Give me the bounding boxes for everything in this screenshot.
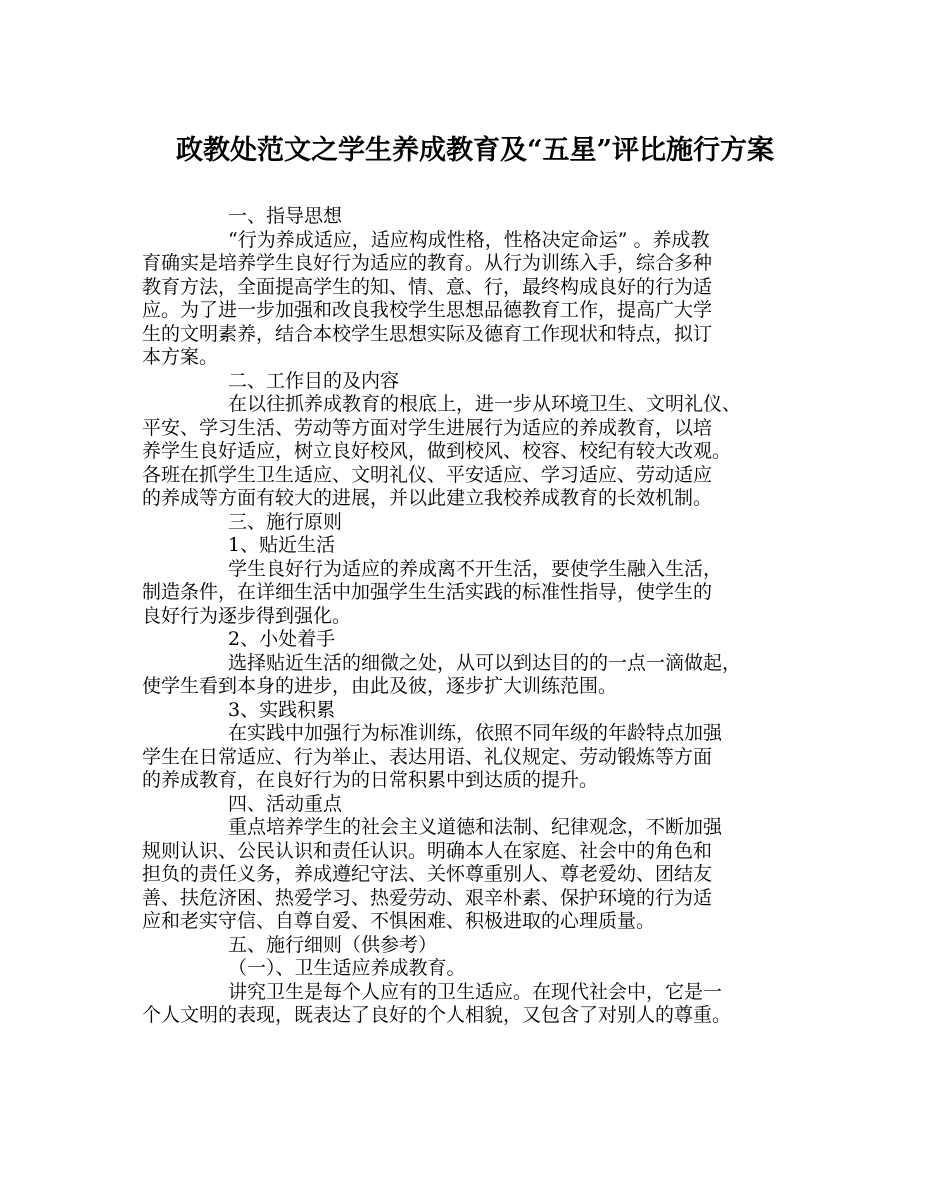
text-line: 担负的责任义务，养成遵纪守法、关怀尊重别人、尊老爱幼、团结友 bbox=[142, 863, 713, 885]
text-line: 重点培养学生的社会主义道德和法制、纪律观念，不断加强 bbox=[228, 816, 723, 838]
text-line: 育确实是培养学生良好行为适应的教育。从行为训练入手，综合多种 bbox=[142, 252, 713, 274]
text-line: 选择贴近生活的细微之处，从可以到达目的的一点一滴做起， bbox=[228, 651, 742, 674]
text-line: 规则认识、公民认识和责任认识。明确本人在家庭、社会中的角色和 bbox=[142, 839, 713, 862]
text-line: 本方案。 bbox=[142, 346, 219, 368]
text-line: 教育方法，全面提高学生的知、情、意、行，最终构成良好的行为适 bbox=[142, 275, 713, 298]
text-line: 生的文明素养，结合本校学生思想实际及德育工作现状和特点，拟订 bbox=[142, 322, 713, 345]
text-line: 个人文明的表现，既表达了良好的个人相貌，又包含了对别人的尊重。 bbox=[142, 1004, 732, 1026]
text-line: 四、活动重点 bbox=[228, 792, 343, 815]
document-body bbox=[142, 205, 832, 1028]
text-line: 使学生看到本身的进步，由此及彼，逐步扩大训练范围。 bbox=[142, 675, 618, 697]
text-line: 在以往抓养成教育的根底上，进一步从环境卫生、文明礼仪、 bbox=[228, 393, 742, 415]
text-line: 善、扶危济困、热爱学习、热爱劳动、艰辛朴素、保护环境的行为适 bbox=[142, 886, 713, 909]
text-line: 学生良好行为适应的养成离不开生活，要使学生融入生活， bbox=[228, 557, 723, 580]
text-line: 五、施行细则（供参考） bbox=[228, 933, 438, 956]
text-line: 学生在日常适应、行为举止、表达用语、礼仪规定、劳动锻炼等方面 bbox=[142, 745, 713, 768]
text-line: 1、贴近生活 bbox=[228, 534, 336, 556]
text-line: 各班在抓学生卫生适应、文明礼仪、平安适应、学习适应、劳动适应 bbox=[142, 463, 713, 486]
text-line: 的养成教育，在良好行为的日常积累中到达质的提升。 bbox=[142, 769, 599, 791]
text-line: 平安、学习生活、劳动等方面对学生进展行为适应的养成教育，以培 bbox=[142, 416, 713, 439]
text-line: 应。为了进一步加强和改良我校学生思想品德教育工作，提高广大学 bbox=[142, 299, 713, 321]
text-line: （一）、卫生适应养成教育。 bbox=[228, 957, 466, 979]
text-line: 二、工作目的及内容 bbox=[228, 369, 400, 392]
document-title: 政教处范文之学生养成教育及“五星”评比施行方案 bbox=[175, 135, 775, 166]
text-line: 养学生良好适应，树立良好校风，做到校风、校容、校纪有较大改观。 bbox=[142, 440, 732, 462]
text-line: 3、实践积累 bbox=[228, 698, 336, 721]
text-line: 一、指导思想 bbox=[228, 205, 343, 227]
text-line: 2、小处着手 bbox=[228, 628, 336, 650]
text-line: 三、施行原则 bbox=[228, 510, 343, 533]
text-line: 的养成等方面有较大的进展，并以此建立我校养成教育的长效机制。 bbox=[142, 487, 713, 509]
text-line: 应和老实守信、自尊自爱、不惧困难、积极进取的心理质量。 bbox=[142, 910, 656, 932]
text-line: 讲究卫生是每个人应有的卫生适应。在现代社会中，它是一 bbox=[228, 980, 723, 1003]
text-line: 制造条件，在详细生活中加强学生生活实践的标准性指导，使学生的 bbox=[142, 581, 713, 603]
text-line: 在实践中加强行为标准训练，依照不同年级的年龄特点加强 bbox=[228, 722, 723, 744]
text-line: 良好行为逐步得到强化。 bbox=[142, 604, 352, 627]
text-line: “行为养成适应，适应构成性格，性格决定命运” 。养成教 bbox=[228, 228, 710, 251]
